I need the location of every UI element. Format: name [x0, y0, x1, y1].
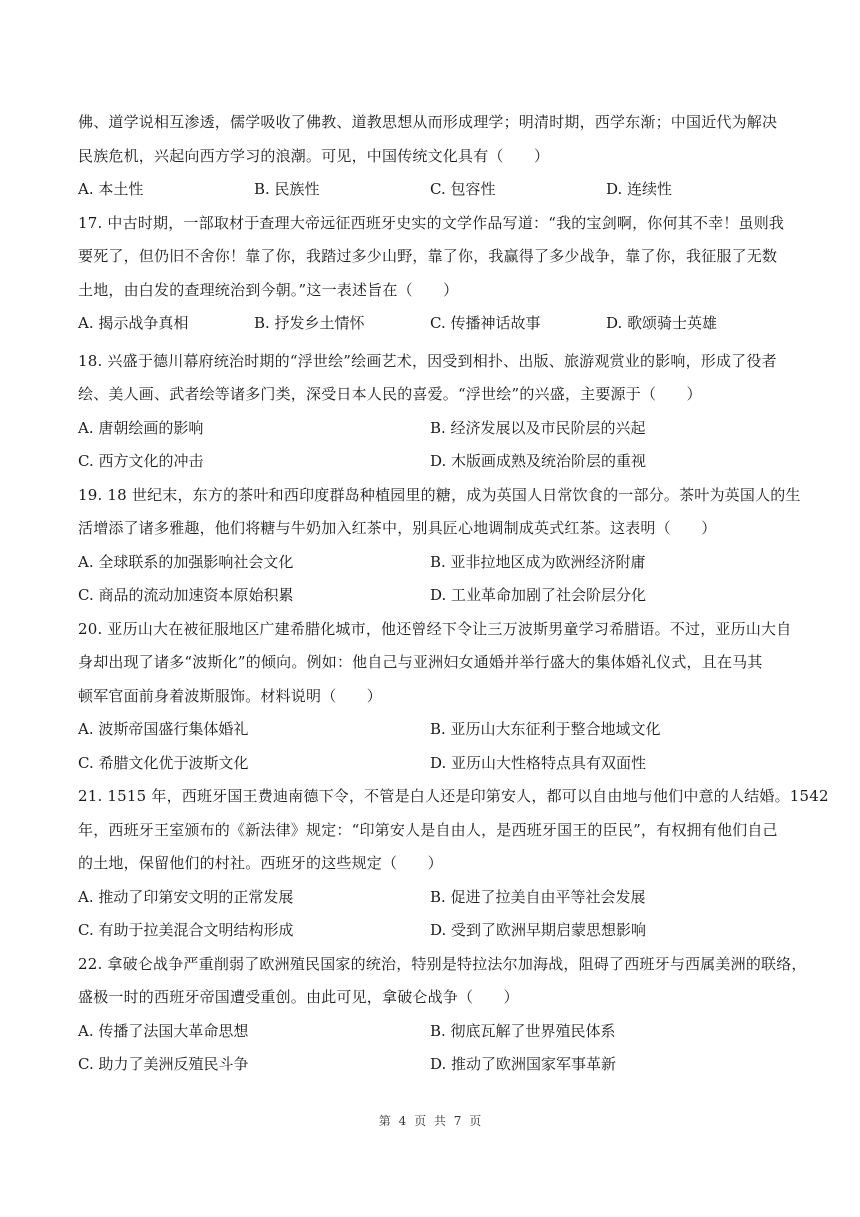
option-c[interactable]: C. 希腊文化优于波斯文化 [78, 753, 249, 772]
question-22 [78, 948, 807, 1082]
options-grid [78, 1015, 784, 1082]
option-a[interactable]: A. 唐朝绘画的影响 [78, 418, 204, 437]
question-text [78, 345, 784, 412]
question-line: 的土地，保留他们的村社。西班牙的这些规定（ ） [78, 854, 443, 872]
option-d[interactable]: D. 受到了欧洲早期启蒙思想影响 [430, 921, 647, 939]
question-18 [78, 345, 784, 479]
question-17 [78, 207, 784, 341]
option-d[interactable]: D. 木版画成熟及统治阶层的重视 [430, 452, 647, 470]
question-line: 顿军官面前身着波斯服饰。材料说明（ ） [78, 686, 383, 705]
question-line: 20. 亚历山大在被征服地区广建希腊化城市，他还曾经下令让三万波斯男童学习希腊语。不过，亚历山大自 [78, 619, 792, 638]
question-text [78, 106, 784, 173]
question-line: 土地，由白发的查理统治到今朝。”这一表述旨在（ ） [78, 280, 459, 299]
footer-gong: 共 [433, 1114, 446, 1128]
question-line: 21. 1515 年，西班牙国王费迪南德下令，不管是白人还是印第安人，都可以自由地与他们中意的人结婚。1542 [78, 787, 829, 805]
option-a[interactable]: A. 本土性 [78, 180, 144, 198]
option-b[interactable]: B. 促进了拉美自由平等社会发展 [430, 887, 646, 906]
current-page-number: 4 [398, 1114, 407, 1128]
page-footer [0, 1112, 860, 1129]
option-c[interactable]: C. 有助于拉美混合文明结构形成 [78, 921, 294, 939]
question-text [78, 207, 784, 308]
option-c[interactable]: C. 传播神话故事 [430, 314, 541, 332]
footer-di: 第 [378, 1114, 391, 1128]
question-text [78, 613, 792, 714]
options-grid [78, 713, 784, 780]
option-d[interactable]: D. 歌颂骑士英雄 [606, 314, 718, 332]
option-a[interactable]: A. 波斯帝国盛行集体婚礼 [78, 720, 249, 738]
option-b[interactable]: B. 抒发乡土情怀 [254, 314, 365, 332]
option-a[interactable]: A. 传播了法国大革命思想 [78, 1021, 249, 1040]
options-grid [78, 412, 784, 479]
question-20 [78, 613, 792, 781]
question-line: 要死了，但仍旧不舍你！靠了你，我踏过多少山野，靠了你，我赢得了多少战争，靠了你，我征服了无数 [78, 247, 778, 265]
question-line: 19. 18 世纪末，东方的茶叶和西印度群岛种植园里的糖，成为英国人日常饮食的一部分。茶叶为英国人的生 [78, 485, 801, 504]
option-b[interactable]: B. 彻底瓦解了世界殖民体系 [430, 1021, 616, 1040]
question-19 [78, 479, 801, 613]
option-d[interactable]: D. 推动了欧洲国家军事革新 [430, 1055, 617, 1073]
question-text [78, 948, 807, 1015]
question-line: 18. 兴盛于德川幕府统治时期的“浮世绘”绘画艺术，因受到相扑、出版、旅游观赏业的影响，形成了役者 [78, 351, 777, 370]
total-page-count: 7 [453, 1114, 462, 1128]
option-b[interactable]: B. 亚非拉地区成为欧洲经济附庸 [430, 552, 646, 571]
question-line: 绘、美人画、武者绘等诸多门类，深受日本人民的喜爱。“浮世绘”的兴盛，主要源于（ ） [78, 385, 702, 403]
footer-ye2: 页 [469, 1114, 482, 1128]
option-c[interactable]: C. 助力了美洲反殖民斗争 [78, 1055, 249, 1073]
option-d[interactable]: D. 亚历山大性格特点具有双面性 [430, 753, 647, 772]
question-line: 年，西班牙王室颁布的《新法律》规定：“印第安人是自由人，是西班牙国王的臣民”，有权拥有他们自己 [78, 820, 778, 839]
question-line: 民族危机，兴起向西方学习的浪潮。可见，中国传统文化具有（ ） [78, 146, 550, 165]
question-line: 活增添了诸多雅趣，他们将糖与牛奶加入红茶中，别具匠心地调制成英式红茶。这表明（ ） [78, 519, 717, 537]
question-line: 身却出现了诸多“波斯化”的倾向。例如：他自己与亚洲妇女通婚并举行盛大的集体婚礼仪式，且在马其 [78, 653, 763, 671]
question-text [78, 780, 829, 881]
option-c[interactable]: C. 包容性 [430, 180, 496, 198]
option-c[interactable]: C. 西方文化的冲击 [78, 452, 204, 470]
option-b[interactable]: B. 民族性 [254, 180, 320, 198]
options-row [78, 173, 784, 207]
question-16-continuation [78, 106, 784, 207]
exam-content [78, 106, 829, 1082]
options-row [78, 307, 784, 341]
footer-ye: 页 [414, 1114, 427, 1128]
question-line: 22. 拿破仑战争严重削弱了欧洲殖民国家的统治，特别是特拉法尔加海战，阻碍了西班牙与西属美洲的联络， [78, 954, 807, 973]
question-line: 17. 中古时期，一部取材于查理大帝远征西班牙史实的文学作品写道：“我的宝剑啊，你何其不幸！虽则我 [78, 213, 785, 232]
question-line: 盛极一时的西班牙帝国遭受重创。由此可见，拿破仑战争（ ） [78, 988, 519, 1006]
option-b[interactable]: B. 经济发展以及市民阶层的兴起 [430, 418, 646, 437]
options-grid [78, 881, 784, 948]
option-a[interactable]: A. 全球联系的加强影响社会文化 [78, 552, 294, 571]
option-b[interactable]: B. 亚历山大东征利于整合地域文化 [430, 720, 661, 738]
option-d[interactable]: D. 连续性 [606, 180, 673, 198]
question-line: 佛、道学说相互渗透，儒学吸收了佛教、道教思想从而形成理学；明清时期，西学东渐；中国近代为解决 [78, 113, 778, 131]
question-text [78, 479, 801, 546]
question-21 [78, 780, 829, 948]
option-a[interactable]: A. 揭示战争真相 [78, 314, 189, 332]
option-c[interactable]: C. 商品的流动加速资本原始积累 [78, 586, 294, 604]
options-grid [78, 546, 784, 613]
option-d[interactable]: D. 工业革命加剧了社会阶层分化 [430, 586, 647, 604]
option-a[interactable]: A. 推动了印第安文明的正常发展 [78, 887, 294, 906]
